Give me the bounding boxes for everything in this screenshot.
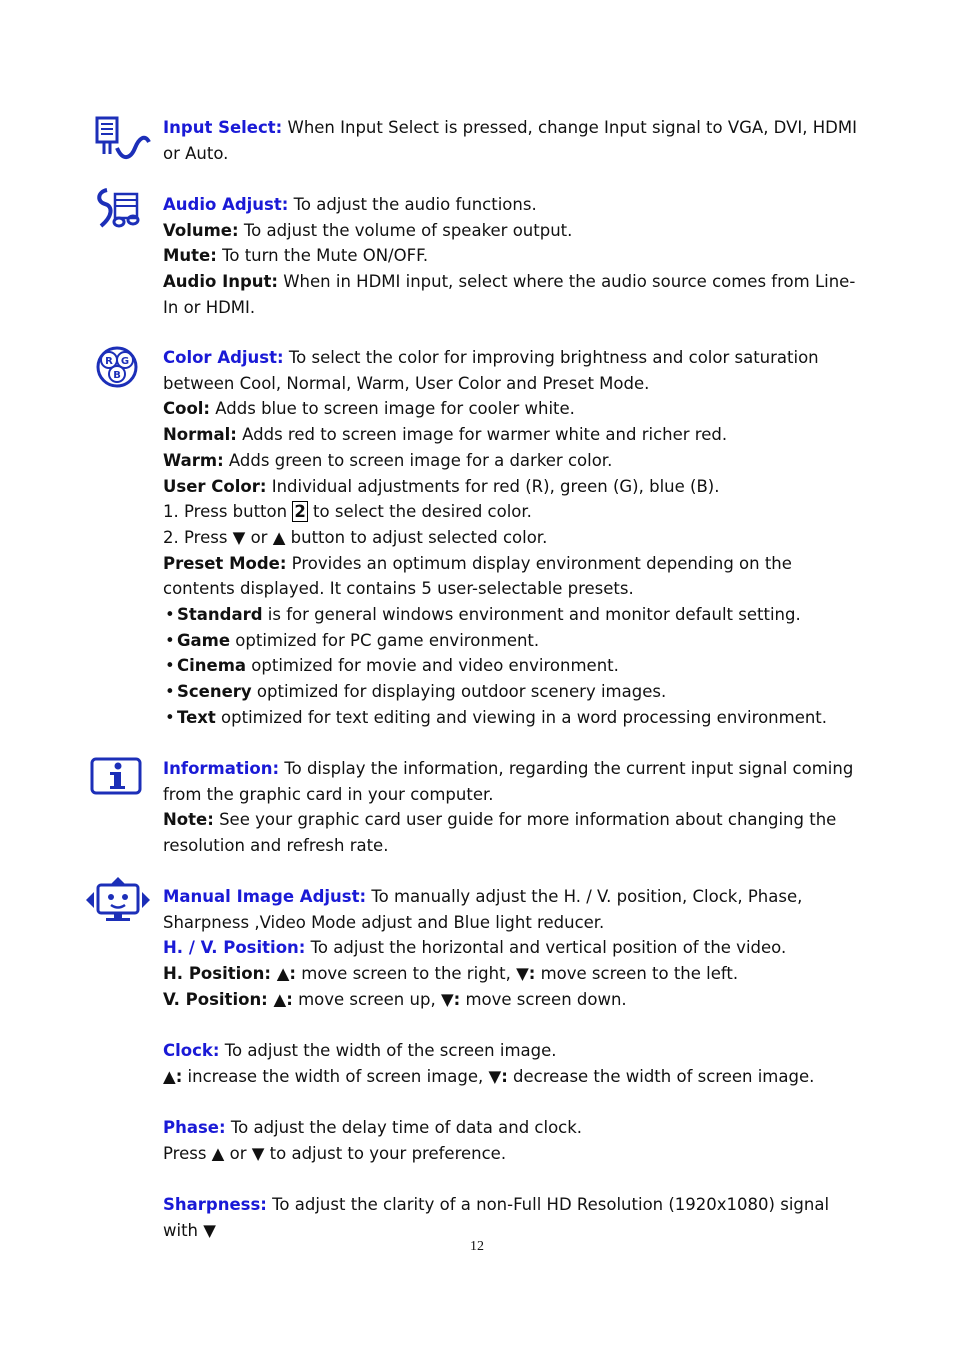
clock-line: Clock: To adjust the width of the screen image. bbox=[163, 1041, 557, 1061]
manual-image-title: Manual Image Adjust: bbox=[163, 887, 367, 906]
clock-arrows-line: ▲: increase the width of screen image, ▼: decrease the width of screen image. bbox=[163, 1066, 815, 1086]
mute-line: Mute: To turn the Mute ON/OFF. bbox=[163, 246, 429, 266]
svg-text:B: B bbox=[113, 370, 121, 381]
preset-item-game: • Game optimized for PC game environment. bbox=[163, 628, 868, 654]
volume-line: Volume: To adjust the volume of speaker output. bbox=[163, 220, 573, 240]
preset-list bbox=[163, 602, 868, 731]
phase-press-line: Press ▲ or ▼ to adjust to your preference. bbox=[163, 1144, 507, 1163]
input-select-desc: When Input Select is pressed, change Input signal to VGA, DVI, HDMI or Auto. bbox=[163, 118, 857, 163]
h-position-line: H. Position: ▲: move screen to the right, ▼: move screen to the left. bbox=[163, 964, 739, 984]
manual-image-adjust-icon bbox=[84, 876, 152, 924]
svg-text:R: R bbox=[105, 356, 113, 367]
input-select-icon bbox=[93, 114, 151, 162]
information-desc: To display the information, regarding the current input signal coming from the graphic card in your computer. bbox=[163, 759, 854, 804]
step-1-line: 1. Press button 2 to select the desired color. bbox=[163, 502, 532, 522]
v-position-line: V. Position: ▲: move screen up, ▼: move screen down. bbox=[163, 989, 627, 1009]
rgb-color-icon bbox=[95, 345, 139, 389]
cool-line: Cool: Adds blue to screen image for cooler white. bbox=[163, 399, 575, 419]
info-icon bbox=[90, 757, 142, 795]
audio-input-line: Audio Input: When in HDMI input, select where the audio source comes from Line-In or HDMI. bbox=[163, 272, 856, 317]
user-color-line: User Color: Individual adjustments for red (R), green (G), blue (B). bbox=[163, 476, 720, 496]
color-adjust-desc: To select the color for improving brightness and color saturation between Cool, Normal, Warm, User Color and Preset Mode. bbox=[163, 348, 819, 393]
button-2-key: 2 bbox=[294, 502, 306, 522]
information-title: Information: bbox=[163, 759, 280, 778]
audio-adjust-desc: To adjust the audio functions. bbox=[288, 195, 537, 214]
color-adjust-title: Color Adjust: bbox=[163, 348, 284, 367]
preset-item-scenery: • Scenery optimized for displaying outdoor scenery images. bbox=[163, 679, 868, 705]
step-2-line: 2. Press ▼ or ▲ button to adjust selected color. bbox=[163, 527, 548, 547]
preset-item-standard: • Standard is for general windows environment and monitor default setting. bbox=[163, 602, 868, 628]
phase-line: Phase: To adjust the delay time of data and clock. bbox=[163, 1118, 583, 1138]
preset-item-text: • Text optimized for text editing and viewing in a word processing environment. bbox=[163, 705, 868, 731]
preset-item-cinema: • Cinema optimized for movie and video environment. bbox=[163, 653, 868, 679]
svg-text:G: G bbox=[120, 356, 130, 367]
audio-adjust-title: Audio Adjust: bbox=[163, 195, 289, 214]
hv-position-line: H. / V. Position: To adjust the horizontal and vertical position of the video. bbox=[163, 938, 787, 958]
warm-line: Warm: Adds green to screen image for a darker color. bbox=[163, 450, 613, 470]
normal-line: Normal: Adds red to screen image for warmer white and richer red. bbox=[163, 425, 728, 445]
sharpness-line: Sharpness: To adjust the clarity of a non-Full HD Resolution (1920x1080) signal with ▼ bbox=[163, 1195, 830, 1241]
input-select-title: Input Select: bbox=[163, 118, 283, 137]
preset-mode-line: Preset Mode: Provides an optimum display environment depending on the contents displayed. It contains 5 user-selectable presets. bbox=[163, 553, 792, 599]
note-line: Note: See your graphic card user guide for more information about changing the resolution and refresh rate. bbox=[163, 810, 837, 856]
manual-image-desc: To manually adjust the H. / V. position, Clock, Phase, Sharpness ,Video Mode adjust and Blue light reducer. bbox=[163, 887, 803, 932]
audio-note-icon bbox=[93, 186, 141, 232]
page-number: 12 bbox=[470, 1239, 484, 1254]
